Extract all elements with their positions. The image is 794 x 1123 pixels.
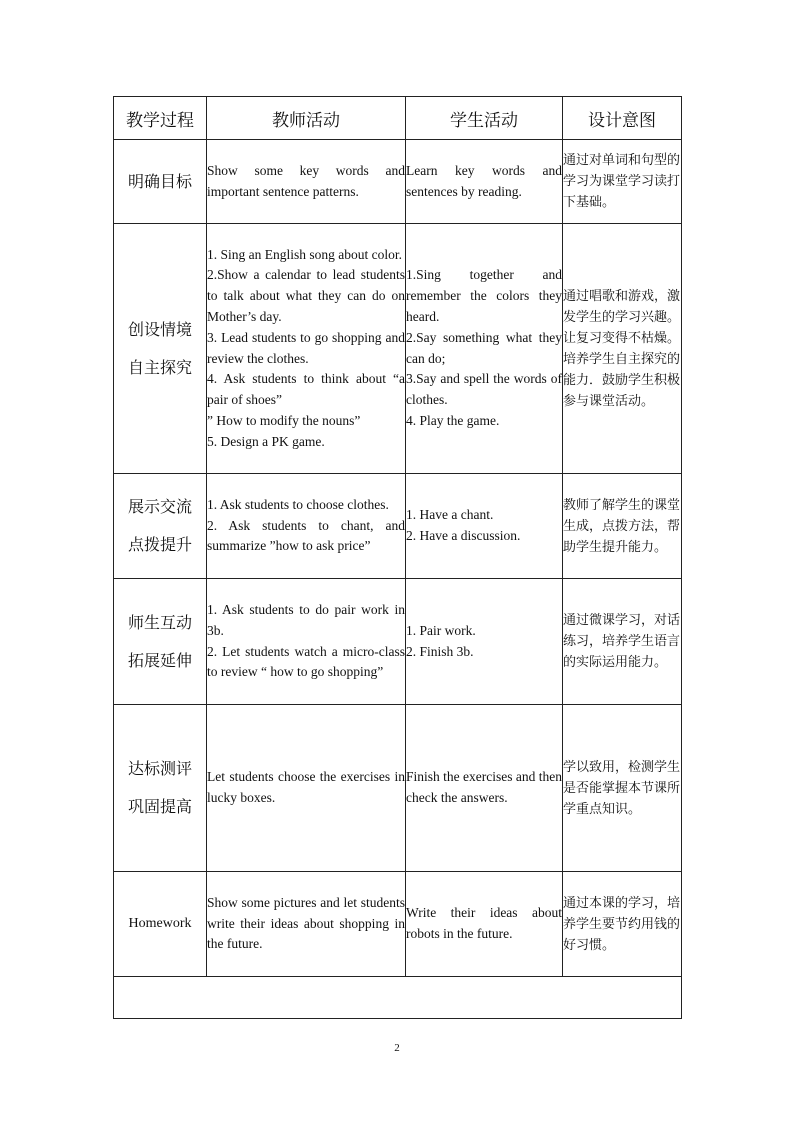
- teacher-activity-text: Show some key words and important sentence patterns.: [207, 162, 405, 199]
- student-activity-text: 2. Have a discussion.: [406, 528, 521, 543]
- stage-cell: [114, 705, 207, 872]
- stage-label: 自主探究: [127, 357, 192, 377]
- student-activity-cell: [406, 140, 563, 224]
- stage-label: 明确目标: [127, 171, 192, 191]
- student-activity-text: 4. Play the game.: [406, 412, 500, 428]
- design-intent-cell: 学以致用，检测学生是否能掌握本节课所学重点知识。: [563, 705, 682, 872]
- student-activity-text: Write their ideas about robots in the future.: [406, 905, 562, 941]
- teacher-activity-text: ” How to modify the nouns”: [207, 412, 361, 428]
- student-activity-cell: [406, 872, 563, 977]
- teacher-activity-text: 5. Design a PK game.: [207, 433, 325, 449]
- stage-cell: [114, 224, 207, 474]
- student-activity-cell: [406, 579, 563, 705]
- teacher-activity-text: 2.Show a calendar to lead students to talk about what they can do on Mother’s day.: [207, 267, 405, 324]
- student-activity-text: Finish the exercises and then check the answers.: [406, 769, 562, 805]
- teacher-activity-text: 2. Ask students to chant, and summarize ”how to ask price”: [207, 517, 405, 554]
- stage-label: 师生互动: [127, 612, 192, 632]
- teacher-activity-cell: [207, 579, 406, 705]
- stage-label: Homework: [128, 916, 192, 931]
- table-row: [114, 474, 682, 579]
- teacher-activity-cell: [207, 224, 406, 474]
- teacher-activity-cell: [207, 140, 406, 224]
- design-intent-cell: 通过微课学习，对话练习，培养学生语言的实际运用能力。: [563, 579, 682, 705]
- design-intent-cell: 通过本课的学习，培养学生要节约用钱的好习惯。: [563, 872, 682, 977]
- table-row: [114, 705, 682, 872]
- header-stage: 教学过程: [114, 97, 207, 140]
- header-design-intent: 设计意图: [563, 97, 682, 140]
- table-row: [114, 140, 682, 224]
- page-number: 2: [394, 1042, 400, 1054]
- design-intent-cell: 通过对单词和句型的学习为课堂学习读打下基础。: [563, 140, 682, 224]
- header-teacher-activity: 教师活动: [207, 97, 406, 140]
- teacher-activity-cell: [207, 872, 406, 977]
- stage-label: 点拨提升: [127, 535, 192, 554]
- design-intent-cell: 通过唱歌和游戏，激发学生的学习兴趣。 让复习变得不枯燥。培养学生自主探究的能力．鼓励学生积极参与课堂活动。: [563, 224, 682, 474]
- teacher-activity-cell: [207, 474, 406, 579]
- table-header-row: [114, 97, 682, 140]
- stage-label: 展示交流: [127, 497, 192, 516]
- empty-footer-row: [114, 977, 682, 1019]
- design-intent-cell: 教师了解学生的课堂生成，点拨方法，帮助学生提升能力。: [563, 474, 682, 579]
- lesson-plan-table: [113, 96, 682, 1019]
- stage-cell: [114, 140, 207, 224]
- table-row: [114, 579, 682, 705]
- table-row: [114, 872, 682, 977]
- student-activity-text: 2. Finish 3b.: [406, 643, 474, 659]
- table-row: [114, 224, 682, 474]
- student-activity-cell: [406, 705, 563, 872]
- teacher-activity-text: 4. Ask students to think about “a pair of shoes”: [207, 371, 405, 408]
- teacher-activity-text: 3. Lead students to go shopping and review the clothes.: [207, 329, 405, 366]
- student-activity-cell: [406, 474, 563, 579]
- student-activity-cell: [406, 224, 563, 474]
- teacher-activity-text: Show some pictures and let students write their ideas about shopping in the future.: [207, 894, 405, 952]
- teacher-activity-cell: [207, 705, 406, 872]
- student-activity-text: 1. Have a chant.: [406, 507, 494, 523]
- stage-label: 创设情境: [127, 319, 192, 339]
- stage-cell: [114, 579, 207, 705]
- header-student-activity: 学生活动: [406, 97, 563, 140]
- student-activity-text: 1.Sing together and remember the colors they heard.: [406, 267, 562, 324]
- student-activity-text: 3.Say and spell the words of clothes.: [406, 371, 562, 408]
- stage-label: 巩固提高: [127, 797, 192, 816]
- student-activity-text: 2.Say something what they can do;: [406, 329, 562, 366]
- teacher-activity-text: 1. Ask students to do pair work in 3b.: [207, 601, 405, 638]
- empty-merged-cell: [114, 977, 682, 1019]
- teacher-activity-text: 2. Let students watch a micro-class to review “ how to go shopping”: [207, 643, 405, 680]
- stage-label: 拓展延伸: [127, 650, 192, 670]
- teacher-activity-text: 1. Sing an English song about color.: [207, 246, 402, 262]
- teacher-activity-text: 1. Ask students to choose clothes.: [207, 496, 389, 512]
- student-activity-text: 1. Pair work.: [406, 622, 476, 638]
- stage-label: 达标测评: [127, 759, 192, 778]
- stage-cell: [114, 872, 207, 977]
- student-activity-text: Learn key words and sentences by reading.: [406, 162, 562, 199]
- stage-cell: [114, 474, 207, 579]
- teacher-activity-text: Let students choose the exercises in lucky boxes.: [207, 769, 405, 805]
